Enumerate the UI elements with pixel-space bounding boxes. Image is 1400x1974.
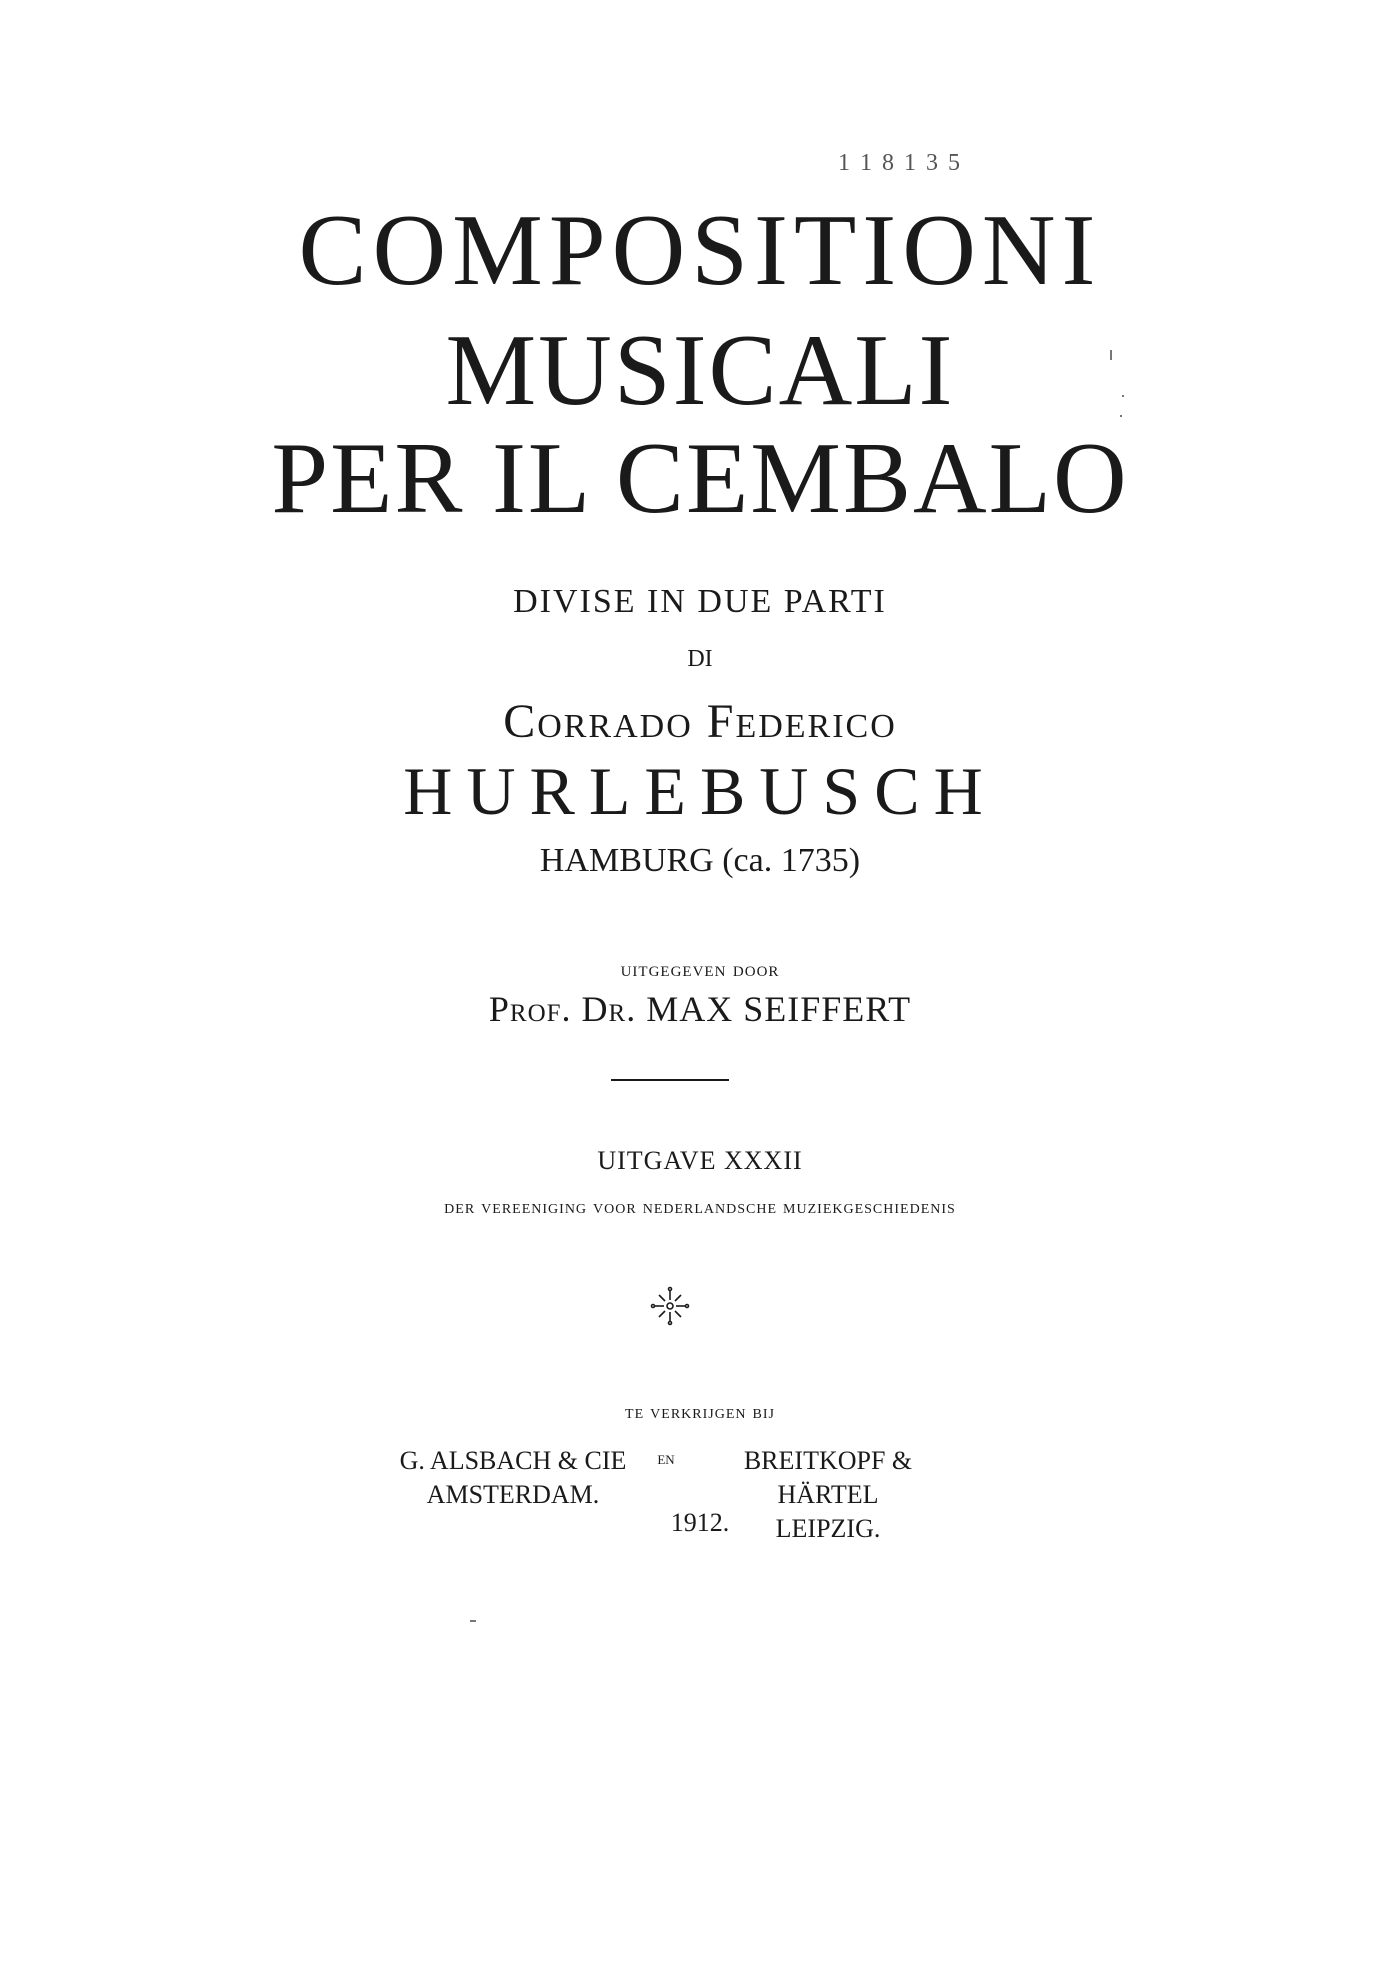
- scan-speck: [470, 1620, 476, 1622]
- publication-year: 1912.: [670, 1508, 730, 1537]
- publisher-2-city: LEIPZIG.: [775, 1514, 881, 1543]
- editor-title: Prof. Dr.: [488, 989, 637, 1029]
- publisher-1-name: G. ALSBACH & CIE: [399, 1446, 627, 1475]
- publisher-amsterdam: [383, 1444, 643, 1512]
- subtitle-by: DI: [687, 646, 713, 672]
- composer-place-date: HAMBURG (ca. 1735): [539, 842, 861, 879]
- composer-family-name: HURLEBUSCH: [403, 753, 997, 829]
- title-line-2: MUSICALI: [445, 314, 955, 427]
- editor-label: uitgegeven door: [620, 956, 780, 981]
- title-line-1: COMPOSITIONI: [298, 194, 1102, 307]
- subtitle-parts: DIVISE IN DUE PARTI: [513, 583, 887, 620]
- title-line-3: PER IL CEMBALO: [271, 422, 1129, 535]
- editor-name: MAX SEIFFERT: [646, 989, 912, 1029]
- composer-given-names: Corrado Federico: [503, 695, 897, 748]
- publisher-2-name: BREITKOPF & HÄRTEL: [743, 1446, 913, 1509]
- floral-ornament-icon: [650, 1286, 690, 1326]
- edition-number: UITGAVE XXXII: [597, 1146, 803, 1175]
- publisher-1-city: AMSTERDAM.: [426, 1480, 600, 1509]
- sold-at-label: te verkrijgen bij: [625, 1401, 775, 1423]
- divider-rule: [611, 1079, 729, 1081]
- publisher-conjunction: en: [657, 1448, 675, 1468]
- scan-speck: [1122, 395, 1124, 397]
- society-name: der vereeniging voor nederlandsche muziekgeschiedenis: [444, 1196, 956, 1218]
- editor-line: [0, 988, 1400, 1030]
- library-stamp: 1 1 8 1 3 5: [838, 150, 962, 176]
- scan-speck: [1120, 415, 1122, 417]
- scan-speck: [1110, 350, 1112, 360]
